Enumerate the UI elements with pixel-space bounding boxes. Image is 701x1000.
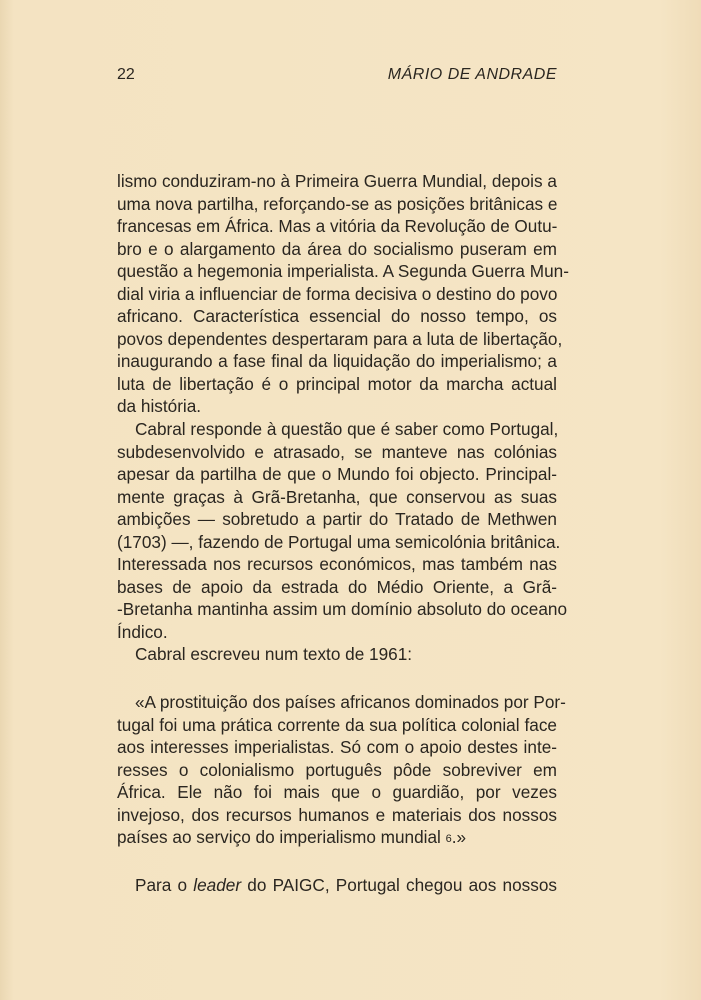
paragraph-3 [117, 643, 557, 666]
quote-line: «A prostituição dos países africanos dominados por Por- [135, 692, 566, 713]
text-line: bro e o alargamento da área do socialismo puseram em [117, 238, 557, 259]
text-line: -Bretanha mantinha assim um domínio absoluto do oceano [117, 599, 568, 620]
spacer [117, 849, 557, 874]
text-line: lismo conduziram-no à Primeira Guerra Mundial, depois a [117, 171, 557, 191]
text-line: Interessada nos recursos económicos, mas também nas [117, 554, 557, 575]
text-segment: Para o [135, 874, 194, 895]
text-line: luta de libertação é o principal motor da marcha actual [117, 373, 557, 394]
quote-line: invejoso, dos recursos humanos e materiais dos nossos [117, 804, 557, 825]
text-line: questão a hegemonia imperialista. A Segunda Guerra Mun- [117, 261, 569, 282]
block-quote [117, 691, 566, 849]
text-line: da história. [117, 396, 202, 417]
quote-line: África. Ele não foi mais que o guardião, por vezes [117, 782, 557, 803]
quote-line [117, 826, 557, 849]
text-line: (1703) —, fazendo de Portugal uma semicolónia britânica. [117, 531, 561, 552]
text-line: Índico. [117, 621, 168, 642]
text-line: dial viria a influenciar de forma decisiva o destino do povo [117, 283, 558, 304]
text-line: subdesenvolvido e atrasado, se manteve nas colónias [117, 441, 557, 462]
paragraph-4 [117, 874, 557, 897]
text-line: bases de apoio da estrada do Médio Oriente, a Grã- [117, 576, 557, 597]
quote-line: aos interesses imperialistas. Só com o apoio destes inte- [117, 737, 557, 758]
body-text [117, 170, 569, 896]
page-header [117, 66, 557, 88]
text-line: mente graças à Grã-Bretanha, que conservou as suas [117, 486, 557, 507]
quote-line: tugal foi uma prática corrente da sua política colonial face [117, 714, 557, 735]
footnote-marker: 6 [445, 833, 452, 846]
text-line: francesas em África. Mas a vitória da Revolução de Outu- [117, 216, 558, 237]
text-line: inaugurando a fase final da liquidação do imperialismo; a [117, 351, 557, 372]
text-line: Cabral escreveu num texto de 1961: [135, 644, 413, 665]
paragraph-2 [117, 418, 568, 643]
text-line: Cabral responde à questão que é saber como Portugal, [135, 419, 559, 440]
quote-line: resses o colonialismo português pôde sobreviver em [117, 759, 557, 780]
spacer [117, 666, 557, 691]
italic-term: leader [193, 874, 242, 895]
text-line: uma nova partilha, reforçando-se as posições britânicas e [117, 193, 558, 214]
text-line: africano. Característica essencial do nosso tempo, os [117, 306, 557, 327]
quote-close: .» [451, 827, 467, 848]
running-title: MÁRIO DE ANDRADE [387, 66, 557, 83]
page-number: 22 [117, 66, 135, 83]
text-line [117, 874, 557, 897]
quote-text: países ao serviço do imperialismo mundial [117, 827, 446, 848]
text-line: apesar da partilha de que o Mundo foi objecto. Principal- [117, 464, 557, 485]
text-segment: do PAIGC, Portugal chegou aos nossos [241, 874, 558, 895]
paragraph-1 [117, 170, 569, 418]
text-line: ambições — sobretudo a partir do Tratado de Methwen [117, 509, 557, 530]
text-line: povos dependentes despertaram para a luta de libertação, [117, 328, 563, 349]
